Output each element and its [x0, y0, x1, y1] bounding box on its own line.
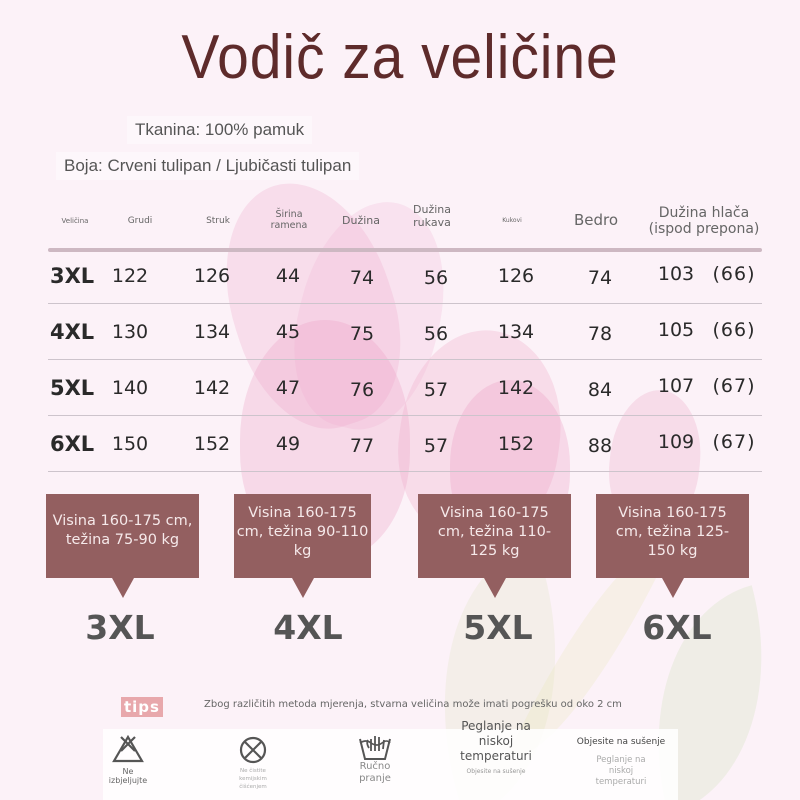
care-instructions — [103, 719, 678, 800]
table-row — [48, 360, 762, 416]
cell-waist: 126 — [193, 265, 231, 287]
cell-chest: 130 — [111, 321, 149, 343]
care-label: Objesite na sušenje — [576, 737, 666, 747]
cell-length: 75 — [349, 323, 375, 345]
header-size: Veličina — [61, 216, 89, 225]
hand-wash-icon — [357, 731, 393, 761]
care-label: Ne izbjeljujte — [108, 767, 148, 785]
header-pants-length: Dužina hlača (ispod prepona) — [648, 204, 760, 237]
cell-hips: 126 — [497, 265, 535, 287]
cell-pants-length: 109 — [657, 431, 695, 453]
size-label-3xl: 3XL — [85, 608, 155, 647]
table-row — [48, 416, 762, 472]
recommendation-callout-6xl: Visina 160-175 cm, težina 125-150 kg — [596, 494, 749, 578]
table-header — [46, 198, 762, 244]
cell-length: 77 — [349, 435, 375, 457]
cell-shoulder: 44 — [275, 265, 301, 287]
care-item-hang-dry — [571, 737, 671, 788]
cell-waist: 152 — [193, 433, 231, 455]
cell-length: 76 — [349, 379, 375, 401]
care-sublabel: Peglanje na niskoj temperaturi — [595, 755, 647, 787]
recommendation-callout-3xl: Visina 160-175 cm, težina 75-90 kg — [46, 494, 199, 578]
care-item-hand-wash — [353, 731, 397, 785]
cell-shoulder: 49 — [275, 433, 301, 455]
size-label-5xl: 5XL — [463, 608, 533, 647]
cell-chest: 122 — [111, 265, 149, 287]
care-label: Ne čistite kemijskim čišćenjem — [239, 768, 267, 790]
care-item-no-dry-clean — [231, 735, 275, 791]
cell-thigh: 88 — [587, 435, 613, 457]
care-label: Peglanje na niskoj temperaturi — [460, 719, 532, 763]
recommendation-callout-4xl: Visina 160-175 cm, težina 90-110 kg — [234, 494, 371, 578]
color-info: Boja: Crveni tulipan / Ljubičasti tulipan — [56, 152, 359, 180]
tips-badge: tips — [121, 697, 163, 717]
cell-size: 6XL — [50, 432, 95, 456]
cell-thigh: 78 — [587, 323, 613, 345]
cell-hips: 134 — [497, 321, 535, 343]
cell-sleeve: 57 — [423, 435, 449, 457]
table-row — [48, 248, 762, 304]
cell-inseam: (67) — [712, 431, 756, 453]
size-label-6xl: 6XL — [642, 608, 712, 647]
cell-chest: 140 — [111, 377, 149, 399]
cell-pants-length: 105 — [657, 319, 695, 341]
no-bleach-icon — [111, 735, 145, 763]
cell-size: 4XL — [50, 320, 95, 344]
header-sleeve: Dužina rukava — [413, 203, 451, 229]
care-item-iron-low — [451, 719, 541, 775]
cell-sleeve: 56 — [423, 267, 449, 289]
cell-chest: 150 — [111, 433, 149, 455]
cell-inseam: (67) — [712, 375, 756, 397]
care-label: Ručno pranje — [359, 761, 391, 784]
size-table — [46, 198, 762, 457]
recommendation-callout-5xl: Visina 160-175 cm, težina 110-125 kg — [418, 494, 571, 578]
cell-size: 3XL — [50, 264, 95, 288]
tips-text: Zbog različitih metoda mjerenja, stvarna veličina može imati pogrešku od oko 2 cm — [204, 699, 622, 710]
header-shoulder: Širina ramena — [270, 209, 308, 231]
cell-shoulder: 47 — [275, 377, 301, 399]
cell-sleeve: 56 — [423, 323, 449, 345]
header-chest: Grudi — [127, 215, 153, 226]
no-dry-clean-icon — [237, 735, 269, 765]
fabric-info: Tkanina: 100% pamuk — [127, 116, 312, 144]
cell-hips: 152 — [497, 433, 535, 455]
cell-hips: 142 — [497, 377, 535, 399]
header-hips: Kukovi — [502, 216, 522, 224]
cell-thigh: 84 — [587, 379, 613, 401]
size-label-4xl: 4XL — [273, 608, 343, 647]
care-item-no-bleach — [103, 735, 153, 785]
cell-pants-length: 107 — [657, 375, 695, 397]
cell-thigh: 74 — [587, 267, 613, 289]
cell-waist: 142 — [193, 377, 231, 399]
cell-pants-length: 103 — [657, 263, 695, 285]
page-title: Vodič za veličine — [181, 23, 619, 92]
header-thigh: Bedro — [573, 211, 619, 230]
cell-inseam: (66) — [712, 319, 756, 341]
cell-inseam: (66) — [712, 263, 756, 285]
cell-sleeve: 57 — [423, 379, 449, 401]
cell-length: 74 — [349, 267, 375, 289]
care-sublabel: Objesite na sušenje — [466, 768, 526, 775]
cell-size: 5XL — [50, 376, 95, 400]
header-waist: Struk — [206, 215, 230, 226]
table-row — [48, 304, 762, 360]
cell-waist: 134 — [193, 321, 231, 343]
cell-shoulder: 45 — [275, 321, 301, 343]
header-length: Dužina — [342, 213, 380, 227]
